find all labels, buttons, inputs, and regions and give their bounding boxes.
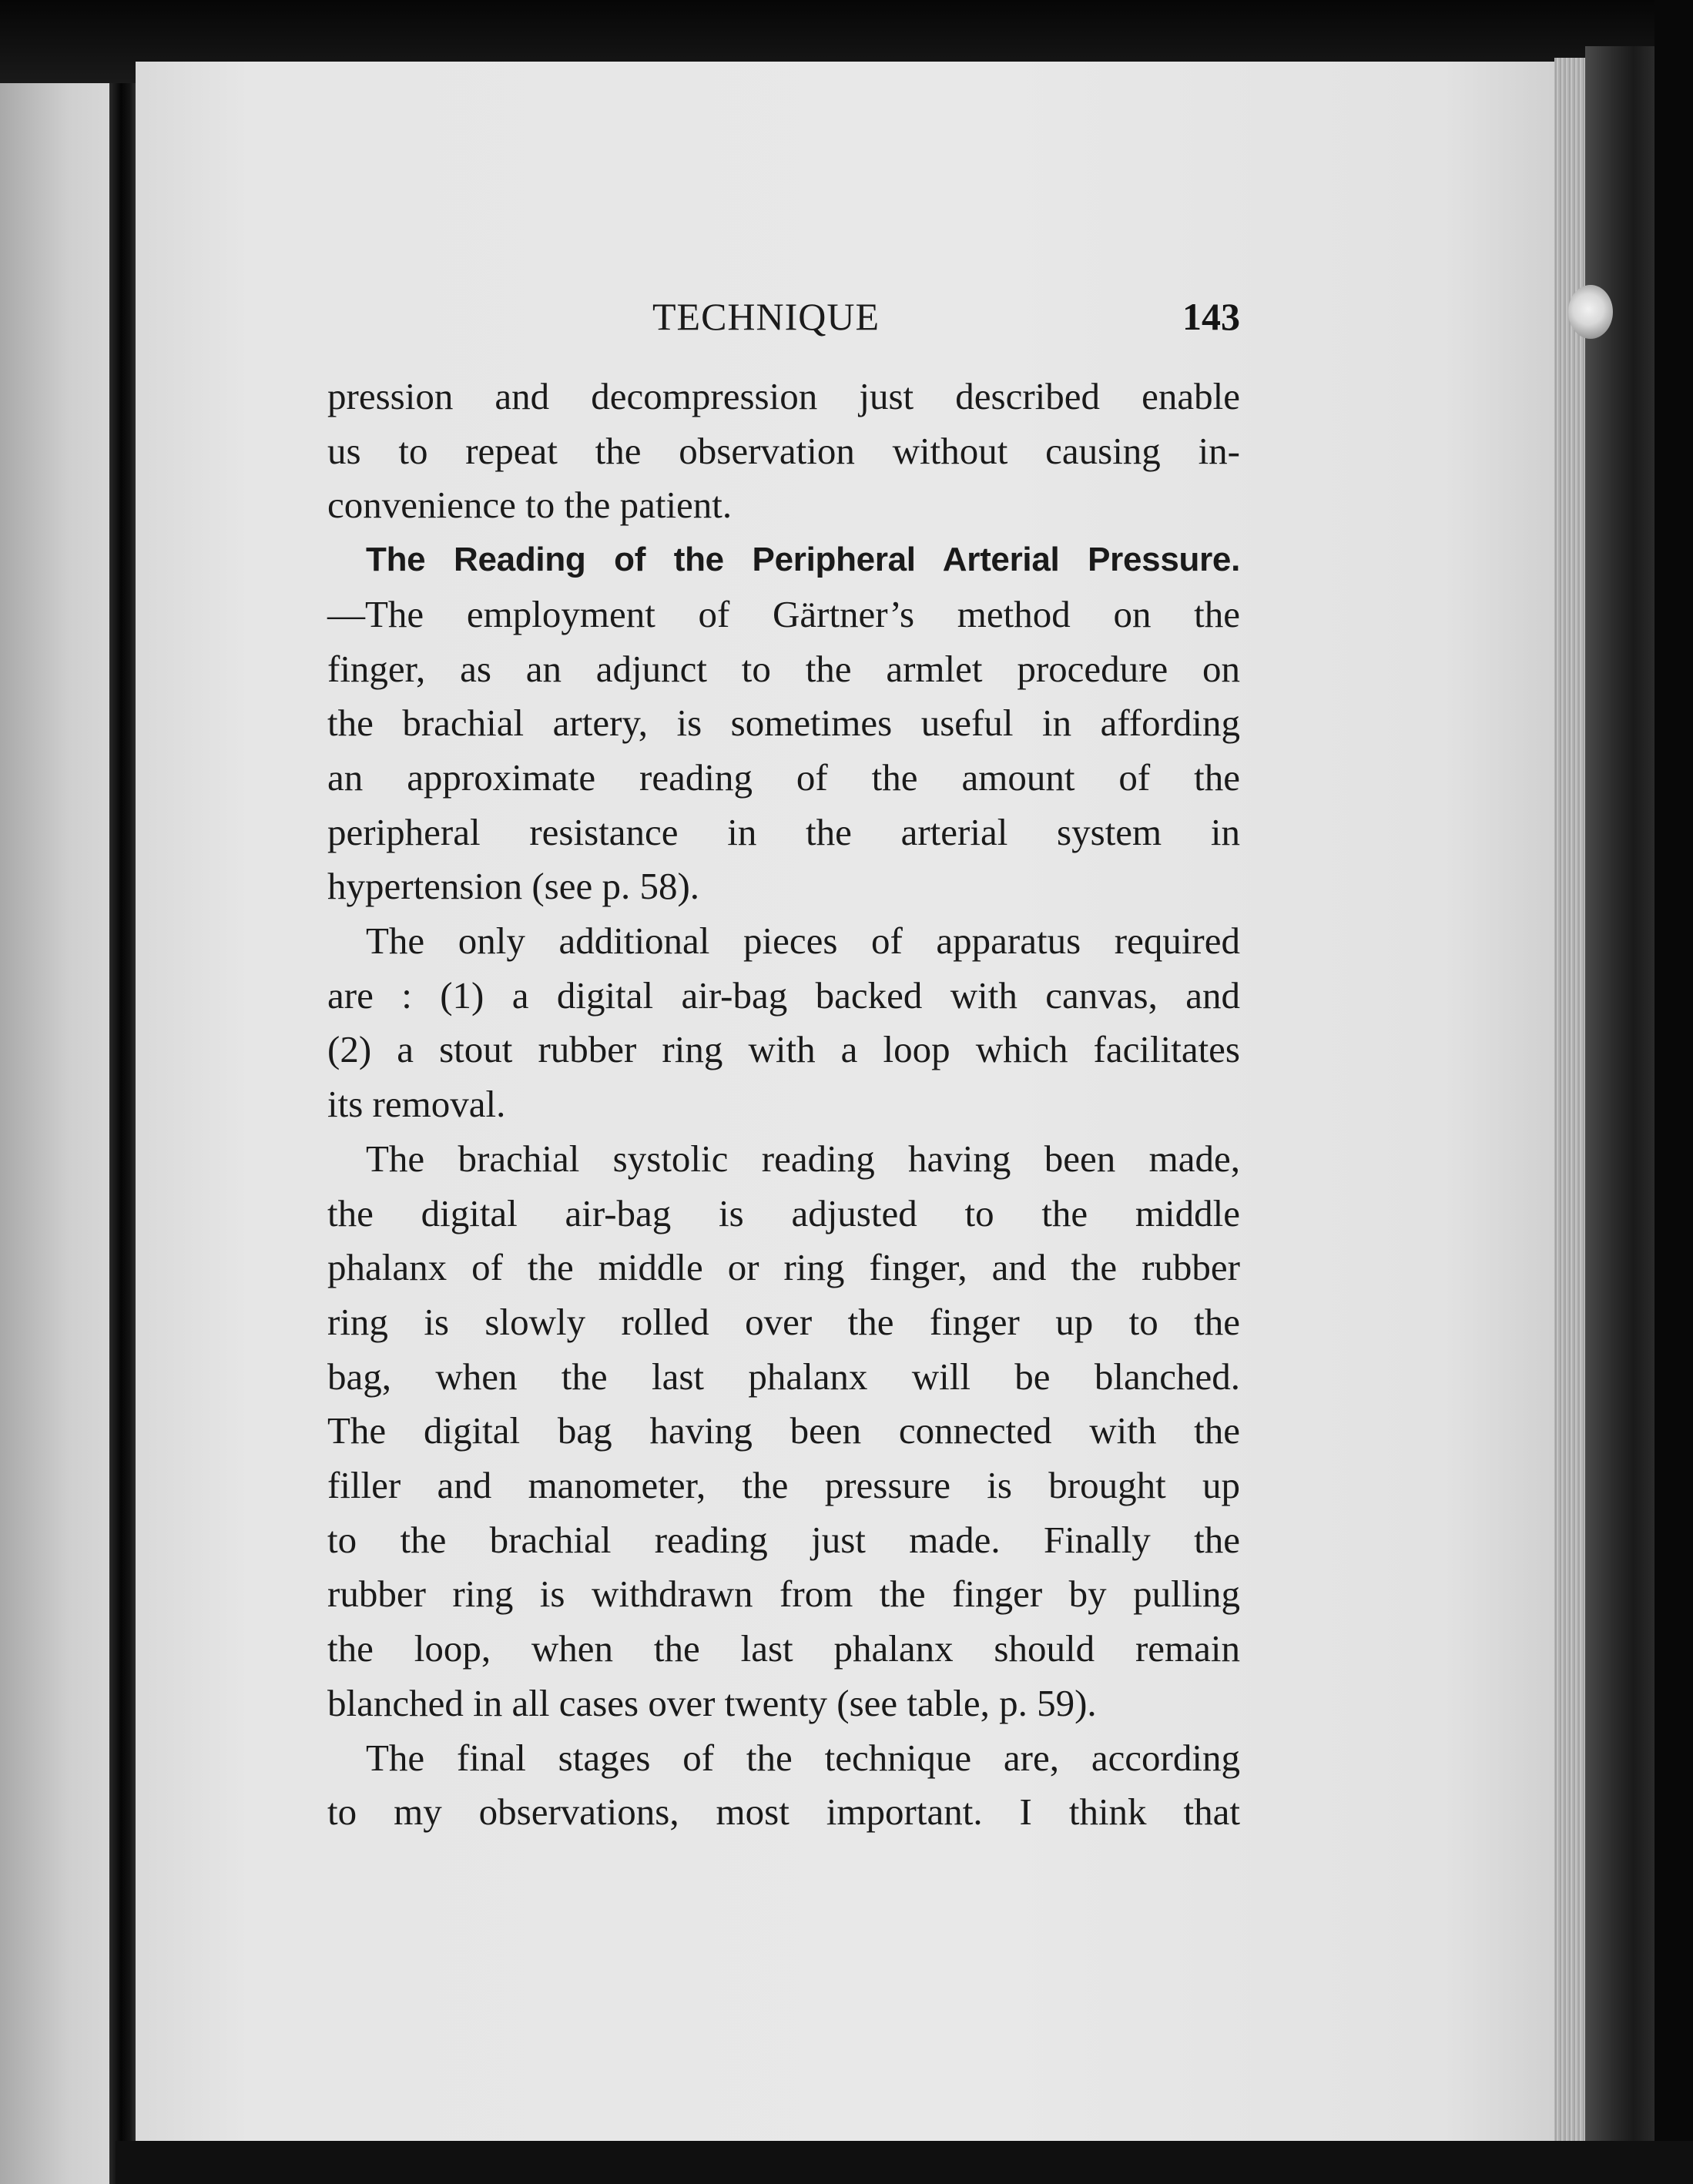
text-line: pression and decompression just described enable	[327, 375, 1240, 417]
page-body	[327, 370, 1240, 1840]
section-heading: The Reading of the Peripheral Arterial Pressure.	[366, 541, 1240, 579]
scan-border-bottom	[116, 2141, 1693, 2184]
text-line: finger, as an adjunct to the armlet procedure on	[327, 647, 1240, 690]
text-line: The digital bag having been connected with the	[327, 1409, 1240, 1452]
text-line: an approximate reading of the amount of the	[327, 755, 1240, 799]
book-gutter	[109, 83, 139, 2184]
text-line: its removal.	[327, 1083, 506, 1126]
text-line: to the brachial reading just made. Finally the	[327, 1518, 1240, 1561]
page-edge-stack	[1554, 58, 1585, 2145]
text-line: filler and manometer, the pressure is brought up	[327, 1464, 1240, 1507]
text-line: rubber ring is withdrawn from the finger by pulling	[327, 1573, 1240, 1616]
paragraph-1	[327, 370, 1240, 533]
text-line: bag, when the last phalanx will be blanched.	[327, 1355, 1240, 1398]
text-line: to my observations, most important. I think that	[327, 1790, 1240, 1834]
text-line: The brachial systolic reading having been made,	[366, 1137, 1240, 1180]
text-line: the digital air-bag is adjusted to the middle	[327, 1191, 1240, 1234]
page-header	[327, 294, 1240, 348]
text-line: phalanx of the middle or ring finger, and the rubber	[327, 1246, 1240, 1289]
page-number: 143	[1182, 295, 1240, 338]
text-line: the loop, when the last phalanx should remain	[327, 1627, 1240, 1670]
paragraph-5	[327, 1731, 1240, 1840]
text-line: the brachial artery, is sometimes useful in affording	[327, 702, 1240, 745]
text-line: hypertension (see p. 58).	[327, 865, 700, 908]
text-line: ring is slowly rolled over the finger up to the	[327, 1300, 1240, 1343]
paragraph-3	[327, 914, 1240, 1132]
text-line: The only additional pieces of apparatus required	[366, 919, 1240, 963]
text-line: —The employment of Gärtner’s method on the	[327, 592, 1240, 635]
text-line: convenience to the patient.	[327, 484, 733, 527]
paragraph-2	[327, 533, 1240, 914]
text-line: peripheral resistance in the arterial system in	[327, 810, 1240, 853]
scan-border-right	[1654, 0, 1693, 2184]
binding-hole	[1568, 285, 1613, 339]
text-line: are : (1) a digital air-bag backed with canvas, and	[327, 973, 1240, 1017]
text-line: blanched in all cases over twenty (see table, p. 59).	[327, 1681, 1097, 1724]
text-line: The final stages of the technique are, according	[366, 1736, 1240, 1779]
book-cover-edge	[1585, 46, 1654, 2156]
paragraph-4	[327, 1132, 1240, 1731]
text-line: us to repeat the observation without causing in-	[327, 429, 1240, 472]
facing-page-edge	[0, 83, 116, 2184]
text-line: (2) a stout rubber ring with a loop which facilitates	[327, 1028, 1240, 1071]
running-head: TECHNIQUE	[652, 295, 880, 338]
